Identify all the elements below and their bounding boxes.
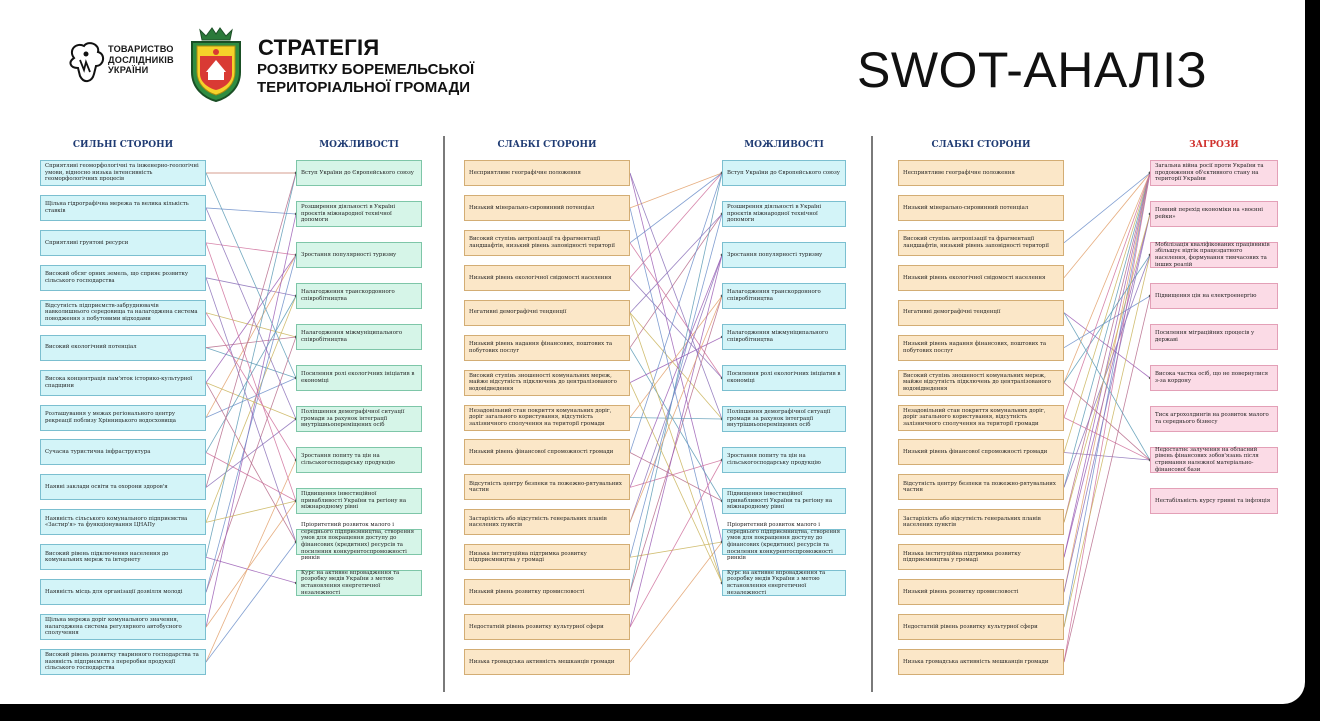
left-factor-box: Сприятливі грунтові ресурси	[40, 230, 206, 256]
right-factor-box: Посилення ролі екологічних ініціатив в економіці	[722, 365, 846, 391]
left-factor-box: Наявні заклади освіти та охорони здоров'я	[40, 474, 206, 500]
right-factor-box: Висока частка осіб, що не повернулися з-за кордону	[1150, 365, 1278, 391]
right-factor-box: Зростання популярності туризму	[296, 242, 422, 268]
right-factor-box: Загальна війна росії проти України та продовження об'єктивного стану на території України	[1150, 160, 1278, 186]
left-factor-box: Низький рівень надання фінансових, поштових та побутових послуг	[898, 335, 1064, 361]
right-factor-box: Вступ України до Європейського союзу	[296, 160, 422, 186]
connection-line	[630, 296, 722, 592]
right-factor-box: Підвищення цін на електроенергію	[1150, 283, 1278, 309]
strategy-subtitle: РОЗВИТКУ БОРЕМЕЛЬСЬКОЇ ТЕРИТОРІАЛЬНОЇ ГРОМАДИ	[257, 61, 475, 96]
connection-line	[1064, 296, 1150, 348]
left-factor-box: Низький рівень екологічної свідомості населення	[464, 265, 630, 291]
connection-line	[206, 255, 296, 592]
left-factor-box: Висока концентрація пам'яток історико-культурної спадщини	[40, 370, 206, 396]
left-factor-box: Наявність місць для організації дозвілля молоді	[40, 579, 206, 605]
left-factor-box: Високий рівень розвитку тваринного господарства та наявність підприємств з переробки продукції сільського господарства	[40, 649, 206, 675]
connection-line	[630, 452, 722, 501]
right-factor-box: Зростання попиту та цін на сільськогосподарську продукцію	[296, 447, 422, 473]
left-factor-box: Низький рівень фінансової спроможності громади	[464, 439, 630, 465]
left-factor-box: Низький рівень розвитку промисловості	[464, 579, 630, 605]
society-name: ТОВАРИСТВО ДОСЛІДНИКІВ УКРАЇНИ	[108, 44, 174, 75]
connection-line	[630, 296, 722, 418]
connection-line	[1064, 173, 1150, 452]
right-factor-box: Вступ України до Європейського союзу	[722, 160, 846, 186]
right-factor-box: Пріоритетний розвиток малого і середнього підприємництва, створення умов для покращення доступу до фінансових (кредитних) ресурсів та посилення конкурентоспроможності ринків	[722, 529, 846, 555]
connection-line	[1064, 313, 1150, 460]
strategy-title: СТРАТЕГІЯ	[258, 35, 380, 60]
connection-line	[1064, 214, 1150, 592]
right-factor-box: Поліпшення демографічної ситуації громади за рахунок інтеграції внутрішньопереміщених осіб	[296, 406, 422, 432]
left-factor-box: Негативні демографічні тенденції	[898, 300, 1064, 326]
left-factor-box: Застарілість або відсутність генеральних планів населених пунктів	[898, 509, 1064, 535]
left-factor-box: Недостатній рівень розвитку культурної сфери	[464, 614, 630, 640]
panel-divider	[871, 136, 873, 692]
left-factor-box: Високий ступінь зношеності комунальних мереж, майже відсутність підключень до централізованого водовідведення	[464, 370, 630, 396]
right-factor-box: Підвищення інвестиційної привабливості України та регіону на міжнародному рівні	[722, 488, 846, 514]
left-factor-box: Наявність сільського комунального підприємства «Застир'я» та функціонування ЦНАПу	[40, 509, 206, 535]
left-factor-box: Низький рівень фінансової спроможності громади	[898, 439, 1064, 465]
right-factor-box: Зростання попиту та цін на сільськогосподарську продукцію	[722, 447, 846, 473]
connection-line	[1064, 383, 1150, 460]
connection-line	[206, 208, 296, 214]
left-factor-box: Низький мінерально-сировинний потенціал	[898, 195, 1064, 221]
right-factor-box: Налагодження міжмуніципального співробітництва	[296, 324, 422, 350]
right-factor-box: Підвищення інвестиційної привабливості України та регіону на міжнародному рівні	[296, 488, 422, 514]
left-factor-box: Сприятливі геоморфологічні та інженерно-геологічні умови, відносно низька інтенсивність геоморфологічних процесів	[40, 160, 206, 186]
left-factor-box: Несприятливе географічне положення	[464, 160, 630, 186]
left-factor-box: Розташування у межах регіонального центру рекреації поблизу Хрінницького водосховища	[40, 405, 206, 431]
right-factor-box: Налагодження транскордонного співробітництва	[296, 283, 422, 309]
column-heading: СЛАБКІ СТОРОНИ	[497, 140, 597, 150]
left-factor-box: Високий ступінь зношеності комунальних мереж, майже відсутність підключень до централізованого водовідведення	[898, 370, 1064, 396]
left-factor-box: Щільна мережа доріг комунального значення, налагоджена система регулярного автобусного сполучення	[40, 614, 206, 640]
connection-line	[206, 255, 296, 418]
connection-line	[630, 296, 722, 522]
right-factor-box: Курс на активне впровадження та розробку медів України з метою встановлення енергетичної незалежності	[722, 570, 846, 596]
connection-line	[630, 313, 722, 583]
left-factor-box: Низька інституційна підтримка розвитку підприємництва у громаді	[464, 544, 630, 570]
connection-line	[630, 173, 722, 452]
connection-line	[1064, 255, 1150, 487]
connection-line	[206, 337, 296, 592]
right-factor-box: Зростання популярності туризму	[722, 242, 846, 268]
left-factor-box: Відсутність центру безпеки та пожежно-рятувальних частин	[464, 474, 630, 500]
left-factor-box: Високий обсяг орних земель, що сприяє розвитку сільського господарства	[40, 265, 206, 291]
column-heading: МОЖЛИВОСТІ	[744, 140, 824, 150]
right-factor-box: Налагодження транскордонного співробітництва	[722, 283, 846, 309]
left-factor-box: Застарілість або відсутність генеральних планів населених пунктів	[464, 509, 630, 535]
connection-line	[206, 337, 296, 348]
right-factor-box: Посилення міграційних процесів у державі	[1150, 324, 1278, 350]
right-factor-box: Розширення діяльності в Україні проєктів міжнародної технічної допомоги	[296, 201, 422, 227]
right-factor-box: Нестабільність курсу гривні та інфляція	[1150, 488, 1278, 514]
left-factor-box: Сучасна туристична інфраструктура	[40, 439, 206, 465]
column-heading: СИЛЬНІ СТОРОНИ	[72, 140, 174, 150]
right-factor-box: Розширення діяльності в Україні проєктів міжнародної технічної допомоги	[722, 201, 846, 227]
connection-line	[206, 278, 296, 542]
left-factor-box: Низький рівень розвитку промисловості	[898, 579, 1064, 605]
connection-line	[206, 378, 296, 418]
connection-line	[1064, 173, 1150, 557]
left-factor-box: Низький мінерально-сировинний потенціал	[464, 195, 630, 221]
page-title: SWOT-АНАЛІЗ	[857, 42, 1208, 98]
right-factor-box: Тиск агрохолдингів на розвиток малого та середнього бізнесу	[1150, 406, 1278, 432]
left-factor-box: Високий ступінь антропізації та фрагментації ландшафтів, низький рівень заповідності території	[464, 230, 630, 256]
right-factor-box: Недостатнє залучення на обласний рівень фінансових зобов'язань після стримання належної матеріально-фінансової бази	[1150, 447, 1278, 473]
left-factor-box: Незадовільний стан покриття комунальних доріг, доріг загального користування, відсутність залізничного сполучення на території громади	[898, 405, 1064, 431]
right-factor-box: Мобілізація кваліфікованих працівників збільшує відтік працездатного населення, формування тимчасових та інших реалій	[1150, 242, 1278, 268]
left-factor-box: Низька громадська активність мешканців громади	[464, 649, 630, 675]
left-factor-box: Несприятливе географічне положення	[898, 160, 1064, 186]
left-factor-box: Негативні демографічні тенденції	[464, 300, 630, 326]
right-factor-box: Повний перехід економіки на «воєнні рейки»	[1150, 201, 1278, 227]
connection-line	[630, 418, 722, 419]
connection-line	[206, 208, 296, 419]
connection-line	[206, 542, 296, 662]
connection-line	[1064, 173, 1150, 627]
connection-line	[630, 173, 722, 278]
right-factor-box: Пріоритетний розвиток малого і середнього підприємництва, створення умов для покращення доступу до фінансових (кредитних) ресурсів та посилення конкурентоспроможності ринків	[296, 529, 422, 555]
connection-line	[206, 173, 296, 557]
connection-line	[206, 243, 296, 255]
left-factor-box: Низький рівень екологічної свідомості населення	[898, 265, 1064, 291]
connection-line	[630, 313, 722, 419]
connection-line	[630, 173, 722, 243]
connection-line	[206, 501, 296, 522]
left-factor-box: Незадовільний стан покриття комунальних доріг, доріг загального користування, відсутність залізничного сполучення на території громади	[464, 405, 630, 431]
column-heading: ЗАГРОЗИ	[1189, 140, 1239, 150]
connection-line	[630, 337, 722, 383]
left-factor-box: Щільна гідрографічна мережа та велика кількість ставків	[40, 195, 206, 221]
connection-line	[1064, 173, 1150, 592]
left-factor-box: Відсутність центру безпеки та пожежно-рятувальних частин	[898, 474, 1064, 500]
connection-line	[1064, 173, 1150, 662]
left-factor-box: Низька інституційна підтримка розвитку підприємництва у громаді	[898, 544, 1064, 570]
column-heading: МОЖЛИВОСТІ	[319, 140, 399, 150]
left-factor-box: Високий ступінь антропізації та фрагментації ландшафтів, низький рівень заповідності території	[898, 230, 1064, 256]
left-factor-box: Недостатній рівень розвитку культурної сфери	[898, 614, 1064, 640]
left-factor-box: Відсутність підприємств-забруднювачів навколишнього середовища та налагоджена система поводження з побутовими відходами	[40, 300, 206, 326]
left-factor-box: Низький рівень надання фінансових, поштових та побутових послуг	[464, 335, 630, 361]
column-heading: СЛАБКІ СТОРОНИ	[931, 140, 1031, 150]
right-factor-box: Посилення ролі екологічних ініціатив в економіці	[296, 365, 422, 391]
right-factor-box: Налагодження міжмуніципального співробітництва	[722, 324, 846, 350]
left-factor-box: Низька громадська активність мешканців громади	[898, 649, 1064, 675]
left-factor-box: Високий рівень підключення населення до комунальних мереж та інтернету	[40, 544, 206, 570]
right-factor-box: Поліпшення демографічної ситуації громади за рахунок інтеграції внутрішньопереміщених осіб	[722, 406, 846, 432]
panel-divider	[443, 136, 445, 692]
connection-line	[630, 173, 722, 208]
right-factor-box: Курс на активне впровадження та розробку медів України з метою встановлення енергетичної незалежності	[296, 570, 422, 596]
left-factor-box: Високий екологічний потенціал	[40, 335, 206, 361]
